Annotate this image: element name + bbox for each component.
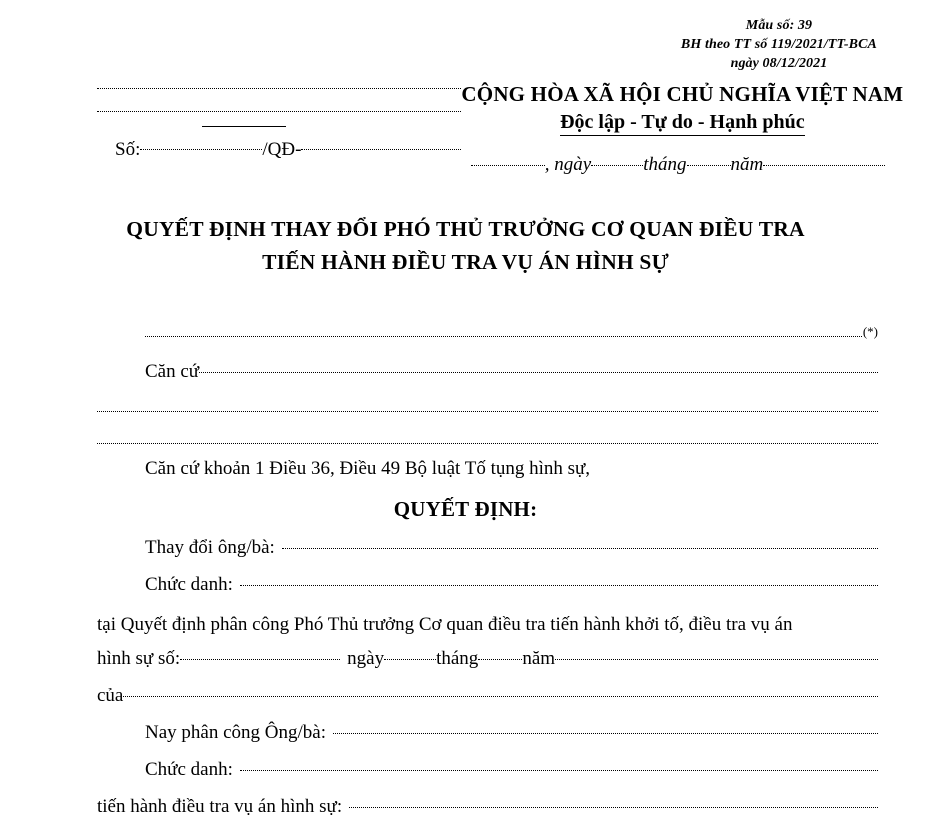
date-month-blank[interactable] <box>687 165 731 166</box>
document-number-line <box>115 139 461 161</box>
assign-position-blank[interactable] <box>240 770 878 771</box>
replace-position-label: Chức danh: <box>145 574 233 595</box>
document-body <box>97 537 878 833</box>
place-blank[interactable] <box>471 165 544 166</box>
assign-person-label: Nay phân công Ông/bà: <box>145 722 326 743</box>
replace-person-label: Thay đổi ông/bà: <box>145 537 275 558</box>
date-day-label: , ngày <box>544 154 592 175</box>
statutory-reference: Căn cứ khoản 1 Điều 36, Điều 49 Bộ luật Tố tụng hình sự, <box>145 458 591 479</box>
case-number-label: hình sự số: <box>97 648 181 669</box>
date-year-label: năm <box>730 154 764 175</box>
issuing-authority-line-2 <box>97 111 461 112</box>
proceed-investigation-blank[interactable] <box>349 807 878 808</box>
case-year-label: năm <box>522 648 556 669</box>
proceed-investigation-row <box>97 796 878 824</box>
nation-motto: Độc lập - Tự do - Hạnh phúc <box>560 111 804 136</box>
national-heading-block <box>461 82 933 176</box>
form-code-block <box>681 16 877 73</box>
assign-person-row <box>97 722 878 750</box>
document-number-authority-blank[interactable] <box>301 149 461 150</box>
assign-person-blank[interactable] <box>333 733 878 734</box>
decision-heading: QUYẾT ĐỊNH: <box>393 497 538 521</box>
case-year-blank[interactable] <box>555 659 878 660</box>
date-year-blank[interactable] <box>763 165 885 166</box>
form-code-date: ngày 08/12/2021 <box>730 56 828 71</box>
issuing-authority-block <box>97 82 461 161</box>
legal-basis-line-0: (*) <box>145 336 878 337</box>
form-code-number: Mẫu số: 39 <box>745 18 813 33</box>
replace-person-blank[interactable] <box>282 548 878 549</box>
issuing-body-row <box>97 685 878 713</box>
assignment-paragraph: tại Quyết định phân công Phó Thủ trưởng Cơ quan điều tra tiến hành khởi tố, điều tra vụ án <box>97 614 793 635</box>
nation-title: CỘNG HÒA XÃ HỘI CHỦ NGHĨA VIỆT NAM <box>461 82 904 106</box>
replace-person-row <box>97 537 878 565</box>
issuing-body-blank[interactable] <box>123 696 878 697</box>
case-number-blank[interactable] <box>180 659 340 660</box>
document-title-line-1: QUYẾT ĐỊNH THAY ĐỔI PHÓ THỦ TRƯỞNG CƠ QUAN ĐIỀU TRA <box>126 217 805 241</box>
replace-position-row <box>97 574 878 602</box>
date-month-label: tháng <box>643 154 687 175</box>
case-month-label: tháng <box>436 648 479 669</box>
case-day-blank[interactable] <box>384 659 436 660</box>
form-code-circular: BH theo TT số 119/2021/TT-BCA <box>680 37 877 52</box>
replace-position-blank[interactable] <box>240 585 878 586</box>
can-cu-label: Căn cứ <box>145 361 200 382</box>
document-number-blank[interactable] <box>140 149 262 150</box>
assign-position-label: Chức danh: <box>145 759 233 780</box>
legal-basis-blank-3[interactable] <box>97 443 878 444</box>
assign-position-row <box>97 759 878 787</box>
case-day-label: ngày <box>347 648 385 669</box>
document-title-line-2: TIẾN HÀNH ĐIỀU TRA VỤ ÁN HÌNH SỰ <box>262 250 669 274</box>
case-month-blank[interactable] <box>478 659 522 660</box>
document-number-label: Số: <box>115 139 141 160</box>
document-title <box>0 213 931 279</box>
legal-basis-blank-0[interactable] <box>145 336 862 337</box>
legal-basis-line-1 <box>145 361 878 383</box>
legal-basis-blank-2[interactable] <box>97 411 878 412</box>
case-number-row <box>97 648 878 676</box>
legal-basis-blank-1[interactable] <box>199 372 878 373</box>
document-number-suffix: /QĐ- <box>262 139 302 160</box>
document-header <box>0 82 931 176</box>
proceed-investigation-label: tiến hành điều tra vụ án hình sự: <box>97 796 343 817</box>
place-date-line <box>461 154 903 176</box>
legal-basis-block <box>97 324 878 444</box>
date-day-blank[interactable] <box>591 165 643 166</box>
issuing-authority-line-1 <box>97 88 461 89</box>
header-divider-rule <box>202 126 286 127</box>
issuing-body-label: của <box>97 685 124 706</box>
